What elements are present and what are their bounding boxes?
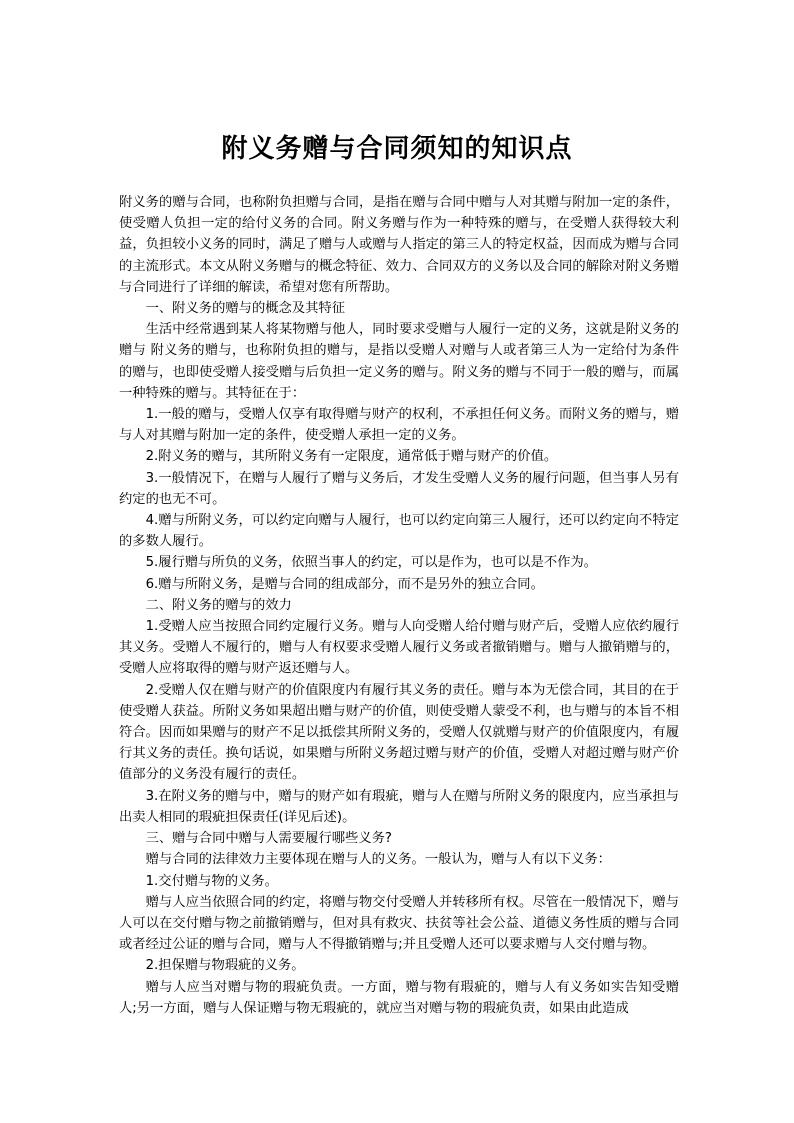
paragraph: 赠与合同的法律效力主要体现在赠与人的义务。一般认为，赠与人有以下义务： <box>145 852 611 868</box>
section-heading: 三、赠与合同中赠与人需要履行哪些义务? <box>145 831 392 847</box>
paragraph: 生活中经常遇到某人将某物赠与他人，同时要求受赠与人履行一定的义务，这就是附义务的赠与 附义务的赠与，也称附负担的赠与，是指以受赠人对赠与人或者第三人为一定给付为条件的赠与，也即使受赠人接受赠与后负担一定义务的赠与。附义务的赠与不同于一般的赠与，而属一种特殊的赠与。其特征在于： <box>119 322 679 401</box>
section-heading: 一、附义务的赠与的概念及其特征 <box>145 301 346 317</box>
list-item: 2.附义务的赠与，其所附义务有一定限度，通常低于赠与财产的价值。 <box>145 449 558 465</box>
list-item: 3.在附义务的赠与中，赠与的财产如有瑕疵，赠与人在赠与所附义务的限度内，应当承担与出卖人相同的瑕疵担保责任(详见后述)。 <box>119 788 679 825</box>
section-heading: 二、附义务的赠与的效力 <box>145 597 292 613</box>
list-item: 2.担保赠与物瑕疵的义务。 <box>145 958 305 974</box>
paragraph: 赠与人应当依照合同的约定，将赠与物交付受赠人并转移所有权。尽管在一般情况下，赠与人可以在交付赠与物之前撤销赠与，但对具有救灾、扶贫等社会公益、道德义务性质的赠与合同或者经过公证的赠与合同，赠与人不得撤销赠与;并且受赠人还可以要求赠与人交付赠与物。 <box>119 894 679 953</box>
list-item: 1.交付赠与物的义务。 <box>145 873 278 889</box>
list-item: 5.履行赠与所负的义务，依照当事人的约定，可以是作为，也可以是不作为。 <box>145 555 598 571</box>
document-title: 附义务赠与合同须知的知识点 <box>221 134 573 164</box>
list-item: 1.受赠人应当按照合同约定履行义务。赠与人向受赠人给付赠与财产后，受赠人应依约履行其义务。受赠人不履行的，赠与人有权要求受赠人履行义务或者撤销赠与。赠与人撤销赠与的，受赠人应将取得的赠与财产返还赠与人。 <box>119 619 679 677</box>
paragraph: 附义务的赠与合同，也称附负担赠与合同，是指在赠与合同中赠与人对其赠与附加一定的条件，使受赠人负担一定的给付义务的合同。附义务赠与作为一种特殊的赠与，在受赠人获得较大利益，负担较小义务的同时，满足了赠与人或赠与人指定的第三人的特定权益，因而成为赠与合同的主流形式。本文从附义务赠与的概念特征、效力、合同双方的义务以及合同的解除对附义务赠与合同进行了详细的解读，希望对您有所帮助。 <box>119 195 679 295</box>
list-item: 2.受赠人仅在赠与财产的价值限度内有履行其义务的责任。赠与本为无偿合同，其目的在于使受赠人获益。所附义务如果超出赠与财产的价值，则使受赠人蒙受不利，也与赠与的本旨不相符合。因而如果赠与的财产不足以抵偿其所附义务的，受赠人仅就赠与财产的价值限度内，有履行其义务的责任。换句话说，如果赠与所附义务超过赠与财产的价值，受赠人对超过赠与财产价值部分的义务没有履行的责任。 <box>119 682 679 783</box>
list-item: 4.赠与所附义务，可以约定向赠与人履行，也可以约定向第三人履行，还可以约定向不特定的多数人履行。 <box>119 513 679 550</box>
list-item: 1.一般的赠与，受赠人仅享有取得赠与财产的权利，不承担任何义务。而附义务的赠与，赠与人对其赠与附加一定的条件，使受赠人承担一定的义务。 <box>119 407 679 444</box>
paragraph: 赠与人应当对赠与物的瑕疵负责。一方面，赠与物有瑕疵的，赠与人有义务如实告知受赠人;另一方面，赠与人保证赠与物无瑕疵的，就应当对赠与物的瑕疵负责，如果由此造成 <box>119 979 679 1016</box>
document-body <box>119 192 679 1019</box>
list-item: 6.赠与所附义务，是赠与合同的组成部分，而不是另外的独立合同。 <box>145 576 544 592</box>
list-item: 3.一般情况下，在赠与人履行了赠与义务后，才发生受赠人义务的履行问题，但当事人另有约定的也无不可。 <box>119 470 679 507</box>
